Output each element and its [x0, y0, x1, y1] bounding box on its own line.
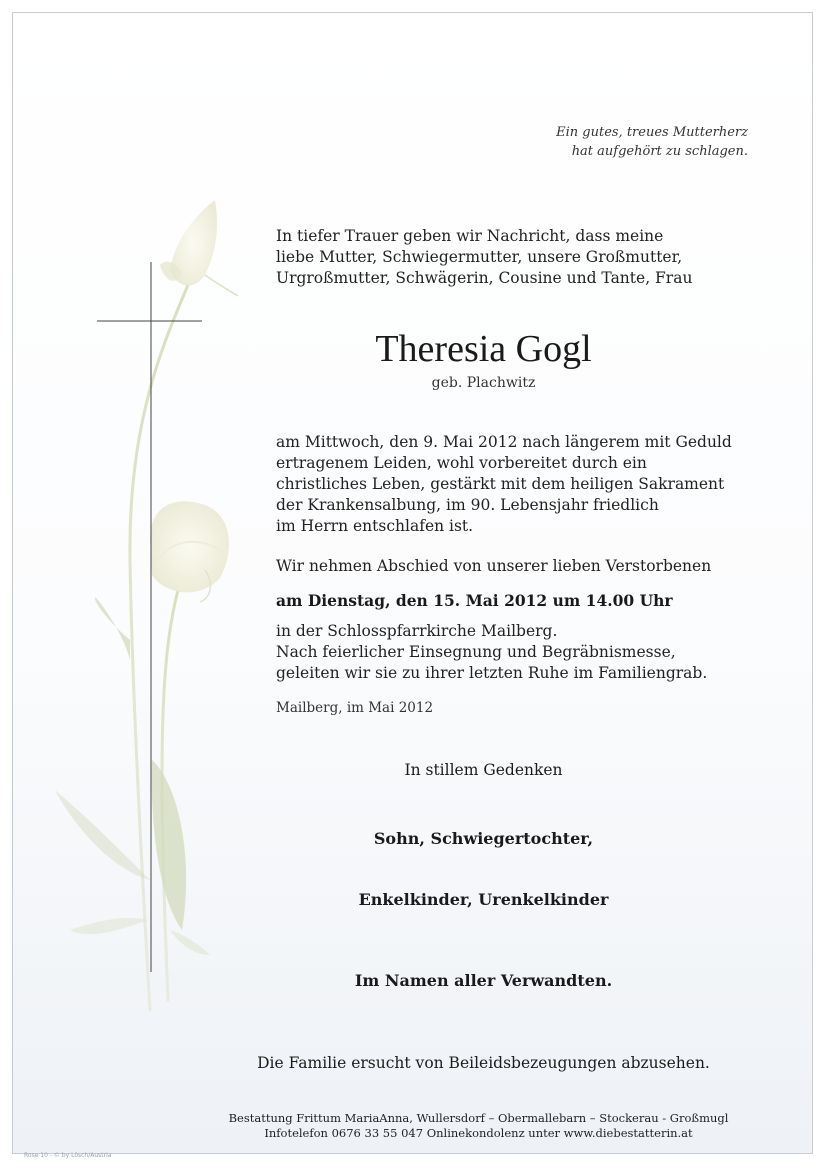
place-date: Mailberg, im Mai 2012 [276, 700, 434, 716]
funeral-details-line: geleiten wir sie zu ihrer letzten Ruhe im Familiengrab. [276, 664, 708, 682]
funeral-details-line: in der Schlosspfarrkirche Mailberg. [276, 622, 558, 640]
death-notice-line: am Mittwoch, den 9. Mai 2012 nach längerem mit Geduld [276, 433, 732, 451]
rose-bloom [150, 501, 229, 602]
death-notice-line: ertragenem Leiden, wohl vorbereitet durch ein [276, 454, 647, 472]
deceased-name: Theresia Gogl [375, 328, 592, 370]
funeral-details-line: Nach feierlicher Einsegnung und Begräbnismesse, [276, 643, 676, 661]
death-notice-line: im Herrn entschlafen ist. [276, 517, 474, 535]
mourner-line: Sohn, Schwiegertochter, [373, 829, 594, 848]
funeral-details-paragraph [276, 621, 707, 684]
death-notice-line: der Krankensalbung, im 90. Lebensjahr friedlich [276, 496, 659, 514]
image-credit: Rose 10 - © by Lösch/Austria [24, 1152, 112, 1159]
motto-line: hat aufgehört zu schlagen. [571, 144, 748, 159]
intro-line: In tiefer Trauer geben wir Nachricht, dass meine [276, 227, 664, 245]
motto-line: Ein gutes, treues Mutterherz [556, 125, 748, 140]
intro-paragraph [276, 226, 692, 289]
mourner-line: Im Namen aller Verwandten. [354, 971, 613, 990]
mourner-line: Enkelkinder, Urenkelkinder [358, 890, 609, 909]
remembrance-line: In stillem Gedenken [404, 761, 563, 779]
motto-quote [556, 123, 748, 161]
death-notice-paragraph [276, 432, 732, 537]
footer-line: Bestattung Frittum MariaAnna, Wullersdorf – Obermallebarn – Stockerau - Großmugl [228, 1111, 729, 1125]
funeral-date: am Dienstag, den 15. Mai 2012 um 14.00 Uhr [276, 591, 673, 610]
intro-line: Urgroßmutter, Schwägerin, Cousine und Tante, Frau [276, 269, 693, 287]
rose-bud-top [160, 200, 238, 296]
intro-line: liebe Mutter, Schwiegermutter, unsere Großmutter, [276, 248, 683, 266]
death-notice-line: christliches Leben, gestärkt mit dem heiligen Sakrament [276, 475, 725, 493]
birth-name: geb. Plachwitz [431, 375, 536, 391]
footer-line: Infotelefon 0676 33 55 047 Onlinekondolenz unter www.diebestatterin.at [264, 1126, 693, 1140]
condolence-request: Die Familie ersucht von Beileidsbezeugungen abzusehen. [257, 1054, 710, 1072]
farewell-line: Wir nehmen Abschied von unserer lieben Verstorbenen [276, 557, 712, 575]
